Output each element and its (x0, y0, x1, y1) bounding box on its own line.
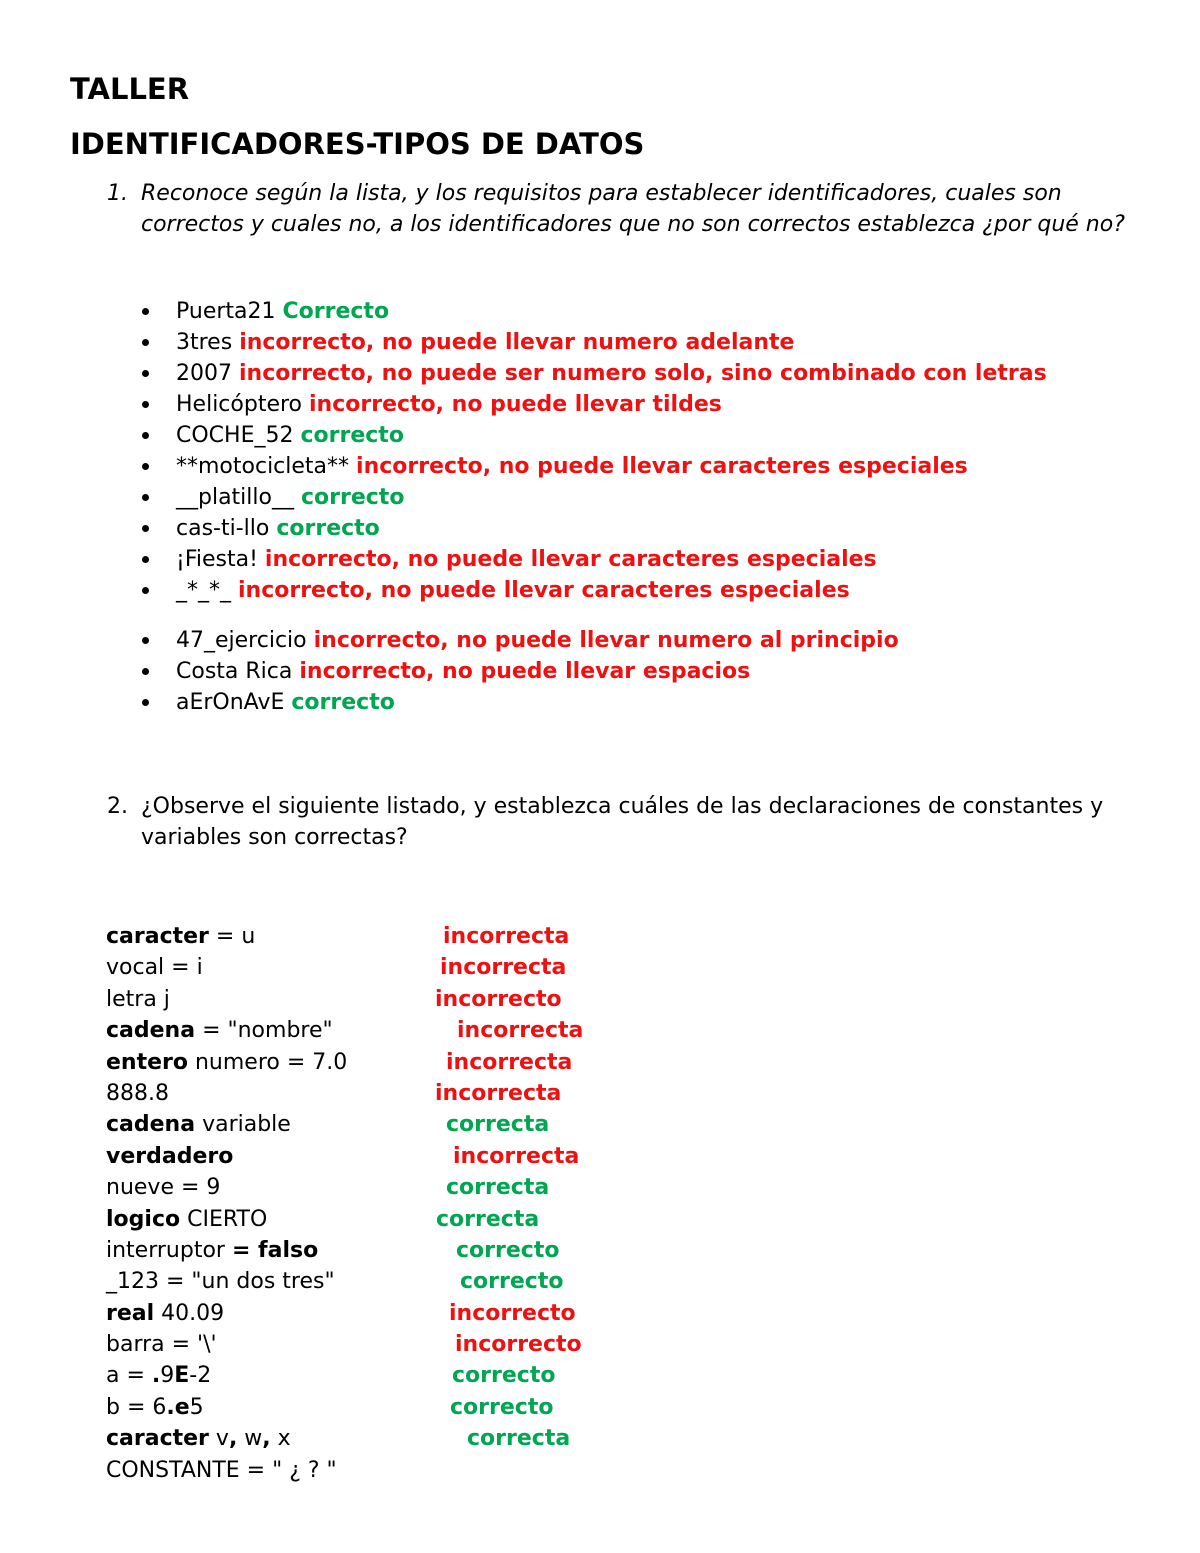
declaration-code (106, 1141, 233, 1172)
code-part: b = 6 (106, 1394, 167, 1420)
code-part: nueve = 9 (106, 1175, 221, 1201)
code-part: 5 (189, 1394, 204, 1420)
code-part: real (106, 1300, 155, 1326)
code-part: .e (166, 1394, 190, 1420)
code-part: = u (208, 924, 256, 949)
identifier-name: Helicóptero (176, 392, 303, 417)
declaration-result: incorrecta (457, 1018, 584, 1044)
list-item (140, 389, 1047, 420)
declaration-result: incorrecto (455, 1332, 582, 1358)
bullet-icon (142, 339, 149, 346)
code-part: . (151, 1363, 161, 1389)
code-part: 9 (160, 1363, 175, 1389)
identifier-name: **motocicleta** (176, 454, 350, 479)
declaration-row (106, 1109, 806, 1140)
declaration-code (106, 1360, 211, 1391)
bullet-icon (142, 668, 149, 675)
code-part: x (270, 1426, 291, 1452)
bullet-icon (142, 308, 149, 315)
question-2-text: ¿Observe el siguiente listado, y establezca cuáles de las declaraciones de constantes y variables son correctas? (141, 794, 1104, 850)
list-item (140, 296, 1047, 327)
declaration-result: correcto (456, 1237, 560, 1263)
identifier-list-2 (140, 625, 899, 718)
identifier-verdict: incorrecto, no puede llevar numero adelante (239, 330, 795, 355)
declaration-result: incorrecta (446, 1049, 573, 1075)
identifier-name: 47_ejercicio (176, 628, 307, 653)
identifier-verdict: incorrecto, no puede llevar espacios (299, 659, 751, 684)
declaration-code (106, 1392, 204, 1423)
declaration-result: correcto (460, 1269, 564, 1295)
declaration-code (106, 1015, 333, 1046)
declaration-code (106, 1329, 217, 1360)
identifier-verdict: incorrecto, no puede llevar caracteres especiales (238, 578, 850, 603)
declaration-row (106, 1078, 806, 1109)
list-item (140, 544, 1047, 575)
code-part: cadena (106, 1018, 196, 1044)
code-part: caracter (106, 1426, 209, 1452)
question-1-number: 1. (107, 181, 128, 206)
list-item (140, 625, 899, 656)
declaration-row (106, 1235, 806, 1266)
declaration-row (106, 1204, 806, 1235)
identifier-name: ¡Fiesta! (176, 547, 258, 572)
code-part: numero = 7.0 (187, 1049, 348, 1075)
code-part: w (237, 1426, 263, 1452)
code-part: CONSTANTE = " ¿ ? " (106, 1457, 337, 1483)
declaration-code (106, 1455, 337, 1486)
list-item (140, 656, 899, 687)
code-part: 888.8 (106, 1080, 169, 1106)
code-part: letra j (106, 986, 170, 1012)
code-part: interruptor (106, 1237, 232, 1263)
code-part: v (208, 1426, 229, 1452)
declaration-code (106, 1423, 291, 1454)
declaration-code (106, 984, 170, 1015)
list-item (140, 687, 899, 718)
declaration-result: correcta (446, 1175, 550, 1201)
declaration-result: incorrecta (440, 955, 567, 981)
declaration-code (106, 1204, 267, 1235)
declaration-row (106, 1172, 806, 1203)
code-part: cadena (106, 1112, 196, 1138)
bullet-icon (142, 587, 149, 594)
declaration-code (106, 1266, 335, 1297)
question-2-number: 2. (107, 794, 128, 819)
identifier-verdict: Correcto (282, 299, 390, 324)
declaration-result: incorrecto (435, 986, 562, 1012)
bullet-icon (142, 699, 149, 706)
identifier-list-1 (140, 296, 1047, 606)
identifier-verdict: correcto (291, 690, 395, 715)
declaration-code (106, 921, 255, 952)
identifier-name: COCHE_52 (176, 423, 294, 448)
declaration-result: incorrecta (443, 924, 570, 949)
bullet-icon (142, 432, 149, 439)
code-part: , (228, 1426, 238, 1452)
bullet-icon (142, 494, 149, 501)
question-1-text: Reconoce según la lista, y los requisitos para establecer identificadores, cuales son correctos y cuales no, a los identificadores que no son correctos establezca ¿por qué no? (141, 181, 1125, 237)
declaration-row (106, 1266, 806, 1297)
identifier-verdict: correcto (300, 423, 404, 448)
question-1 (107, 178, 1147, 240)
declaration-result: correcta (446, 1112, 550, 1138)
declaration-row (106, 1360, 806, 1391)
declaration-row (106, 1329, 806, 1360)
code-part: vocal = i (106, 955, 203, 981)
code-part: , (262, 1426, 271, 1452)
list-item (140, 513, 1047, 544)
declaration-result: incorrecta (435, 1080, 562, 1106)
code-part: -2 (189, 1363, 212, 1389)
declaration-row (106, 1455, 806, 1486)
list-item (140, 420, 1047, 451)
identifier-verdict: incorrecto, no puede llevar caracteres especiales (264, 547, 877, 572)
code-part: a = (106, 1363, 152, 1389)
list-item (140, 451, 1047, 482)
list-item (140, 575, 1047, 606)
document-subtitle: IDENTIFICADORES-TIPOS DE DATOS (70, 127, 645, 161)
bullet-icon (142, 370, 149, 377)
identifier-verdict: incorrecto, no puede llevar tildes (309, 392, 722, 417)
declaration-result: correcto (450, 1394, 554, 1420)
declaration-code (106, 1078, 169, 1109)
declaration-code (106, 1235, 318, 1266)
declaration-code (106, 952, 203, 983)
declarations-list (106, 921, 806, 1486)
identifier-name: 3tres (176, 330, 233, 355)
code-part: CIERTO (180, 1206, 268, 1232)
list-item (140, 358, 1047, 389)
declaration-result: incorrecto (449, 1300, 576, 1326)
code-part: caracter (106, 924, 209, 949)
bullet-icon (142, 637, 149, 644)
code-part: logico (106, 1206, 181, 1232)
identifier-verdict: incorrecto, no puede llevar numero al principio (313, 628, 899, 653)
identifier-name: Puerta21 (176, 299, 276, 324)
declaration-row (106, 1392, 806, 1423)
identifier-name: _*_*_ (176, 578, 231, 603)
declaration-row (106, 1423, 806, 1454)
declaration-row (106, 1015, 806, 1046)
declaration-result: correcto (452, 1363, 556, 1389)
code-part: _123 = "un dos tres" (106, 1269, 335, 1295)
declaration-row (106, 952, 806, 983)
bullet-icon (142, 556, 149, 563)
declaration-code (106, 1109, 291, 1140)
identifier-name: __platillo__ (176, 485, 294, 510)
declaration-row (106, 1047, 806, 1078)
bullet-icon (142, 525, 149, 532)
code-part: variable (195, 1112, 291, 1138)
list-item (140, 327, 1047, 358)
code-part: verdadero (106, 1143, 234, 1169)
identifier-verdict: incorrecto, no puede ser numero solo, sino combinado con letras (239, 361, 1047, 386)
code-part: entero (106, 1049, 188, 1075)
identifier-verdict: correcto (300, 485, 405, 510)
declaration-row (106, 1141, 806, 1172)
declaration-result: incorrecta (453, 1143, 580, 1169)
identifier-verdict: incorrecto, no puede llevar caracteres especiales (356, 454, 968, 479)
list-item (140, 482, 1047, 513)
code-part: = "nombre" (195, 1018, 333, 1044)
bullet-icon (142, 463, 149, 470)
declaration-code (106, 1298, 224, 1329)
declaration-row (106, 921, 806, 952)
identifier-name: aErOnAvE (176, 690, 285, 715)
declaration-result: correcta (467, 1426, 571, 1452)
declaration-code (106, 1172, 220, 1203)
identifier-verdict: correcto (276, 516, 380, 541)
bullet-icon (142, 401, 149, 408)
code-part: E (174, 1363, 190, 1389)
code-part: barra = '\' (106, 1332, 217, 1358)
identifier-name: Costa Rica (176, 659, 293, 684)
question-2 (107, 791, 1147, 853)
code-part: 40.09 (154, 1300, 225, 1326)
declaration-row (106, 984, 806, 1015)
declaration-result: correcta (436, 1206, 540, 1232)
code-part: = falso (231, 1237, 319, 1263)
declaration-code (106, 1047, 347, 1078)
declaration-row (106, 1298, 806, 1329)
identifier-name: 2007 (176, 361, 232, 386)
identifier-name: cas-ti-llo (176, 516, 270, 541)
document-title: TALLER (70, 72, 190, 106)
